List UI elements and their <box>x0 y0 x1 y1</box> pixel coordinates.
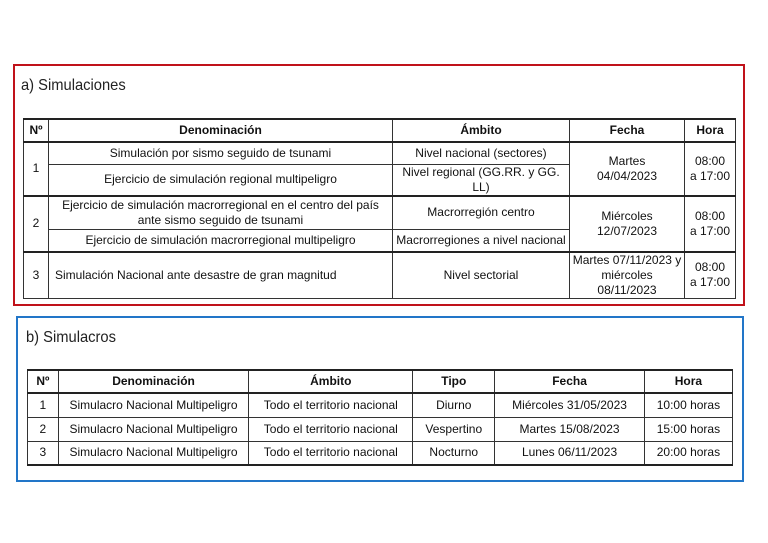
header-hora: Hora <box>685 119 736 142</box>
row-ambito: Todo el territorio nacional <box>249 417 413 441</box>
row-ambito: Macrorregiones a nivel nacional <box>393 230 570 252</box>
row-denominacion: Simulación por sismo seguido de tsunami <box>49 142 393 164</box>
row-fecha <box>570 252 685 299</box>
table-row <box>28 393 733 417</box>
row-num: 2 <box>28 417 59 441</box>
row-denominacion: Simulacro Nacional Multipeligro <box>58 393 249 417</box>
hora-line: 08:00 <box>694 208 726 223</box>
row-fecha: Lunes 06/11/2023 <box>495 441 645 465</box>
row-ambito: Nivel regional (GG.RR. y GG. LL) <box>393 164 570 196</box>
hora-line: a 17:00 <box>689 168 731 183</box>
fecha-line: 12/07/2023 <box>596 223 658 238</box>
row-num: 1 <box>24 142 49 196</box>
row-num: 3 <box>24 252 49 299</box>
row-tipo: Vespertino <box>413 417 495 441</box>
hora-line: a 17:00 <box>689 275 731 289</box>
table-row <box>24 252 736 299</box>
row-ambito: Nivel sectorial <box>393 252 570 299</box>
table-header-row <box>28 370 733 393</box>
header-ambito: Ámbito <box>393 119 570 142</box>
row-num: 1 <box>28 393 59 417</box>
table-row <box>28 441 733 465</box>
row-fecha: Miércoles 31/05/2023 <box>495 393 645 417</box>
simulacros-table <box>27 369 733 466</box>
row-denominacion: Ejercicio de simulación macrorregional multipeligro <box>49 230 393 252</box>
simulaciones-title: a) Simulaciones <box>21 77 126 94</box>
row-denominacion: Simulacro Nacional Multipeligro <box>58 417 249 441</box>
fecha-line: Miércoles <box>601 208 653 223</box>
row-fecha: Martes 15/08/2023 <box>495 417 645 441</box>
simulaciones-panel <box>13 64 745 306</box>
simulacros-title: b) Simulacros <box>26 329 116 346</box>
row-tipo: Nocturno <box>413 441 495 465</box>
row-ambito: Todo el territorio nacional <box>249 441 413 465</box>
header-tipo: Tipo <box>413 370 495 393</box>
table-header-row <box>24 119 736 142</box>
fecha-line: Martes 07/11/2023 y <box>572 252 682 267</box>
hora-line: a 17:00 <box>689 223 731 238</box>
row-hora: 10:00 horas <box>644 393 732 417</box>
header-num: Nº <box>24 119 49 142</box>
row-denominacion: Ejercicio de simulación macrorregional en el centro del país ante sismo seguido de tsunami <box>49 196 393 230</box>
fecha-line: miércoles 08/11/2023 <box>597 267 657 297</box>
row-tipo: Diurno <box>413 393 495 417</box>
header-num: Nº <box>28 370 59 393</box>
row-hora: 15:00 horas <box>644 417 732 441</box>
row-num: 3 <box>28 441 59 465</box>
row-num: 2 <box>24 196 49 252</box>
simulacros-panel <box>16 316 744 482</box>
header-denominacion: Denominación <box>49 119 393 142</box>
header-hora: Hora <box>644 370 732 393</box>
row-denominacion: Simulacro Nacional Multipeligro <box>58 441 249 465</box>
row-fecha <box>570 196 685 252</box>
row-hora <box>685 142 736 196</box>
header-fecha: Fecha <box>570 119 685 142</box>
header-denominacion: Denominación <box>58 370 249 393</box>
table-row <box>28 417 733 441</box>
fecha-line: 04/04/2023 <box>596 168 658 183</box>
row-hora: 20:00 horas <box>644 441 732 465</box>
row-hora <box>685 196 736 252</box>
row-hora <box>685 252 736 299</box>
hora-line: 08:00 <box>694 260 726 274</box>
row-ambito: Macrorregión centro <box>393 196 570 230</box>
hora-line: 08:00 <box>694 153 726 168</box>
table-row <box>24 142 736 164</box>
row-denominacion: Simulación Nacional ante desastre de gran magnitud <box>49 252 393 299</box>
header-ambito: Ámbito <box>249 370 413 393</box>
fecha-line: Martes <box>608 153 646 168</box>
row-fecha <box>570 142 685 196</box>
table-row <box>24 196 736 230</box>
row-denominacion: Ejercicio de simulación regional multipeligro <box>49 164 393 196</box>
row-ambito: Todo el territorio nacional <box>249 393 413 417</box>
header-fecha: Fecha <box>495 370 645 393</box>
simulaciones-table <box>23 118 736 299</box>
row-ambito: Nivel nacional (sectores) <box>393 142 570 164</box>
